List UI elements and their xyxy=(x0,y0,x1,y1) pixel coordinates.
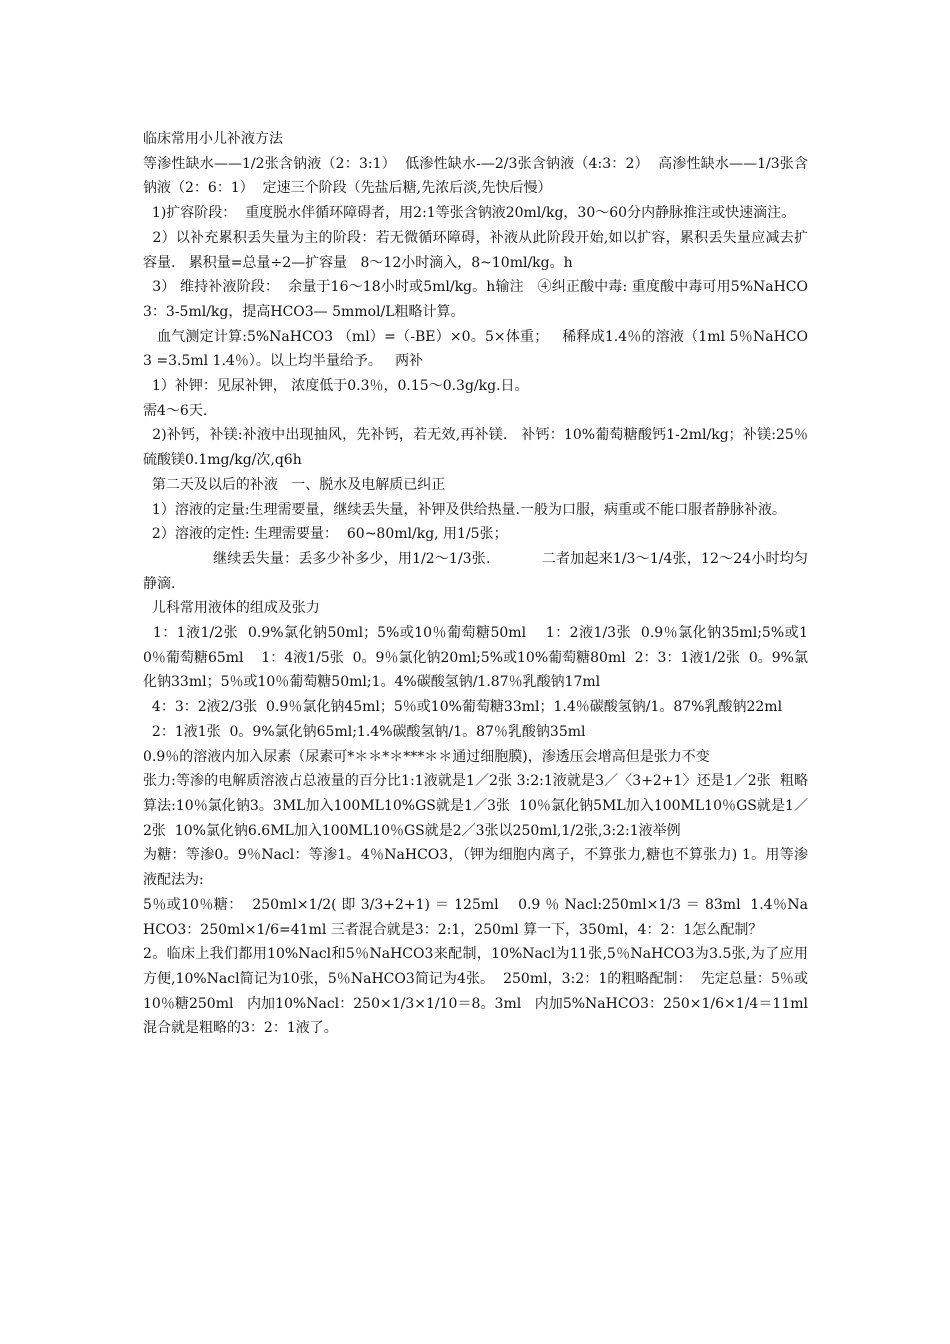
paragraph-blood-gas-calculation: 血气测定计算:5%NaHCO3 （ml）=（-BE）×0。5×体重； 稀释成1.4％的溶液（1ml 5％NaHCO3 =3.5ml 1.4％）。以上均半量给予。 两补 xyxy=(143,328,808,370)
paragraph-fluids-heading: 儿科常用液体的组成及张力 xyxy=(143,600,320,617)
paragraph-tonicity-definition: 张力:等渗的电解质溶液占总液量的百分比1:1液就是1／2张 3:2:1液就是3／〈3+2+1〉还是1／2张 粗略算法:10％氯化钠3。3ML加入100ML10%GS就是1／3张 10％氯化钠5ML加入100ML10％GS就是1／2张 10%氯化钠6.6ML加入100ML10％GS就是2／3张以250ml,1/2张,3:2:1液举例 xyxy=(143,773,808,839)
paragraph-dehydration-types: 等渗性缺水——1/2张含钠液（2：3:1） 低渗性缺水-—2/3张含钠液（4:3：2） 高渗性缺水——1/3张含钠液（2：6：1） 定速三个阶段（先盐后糖,先浓后淡,先快后慢） xyxy=(143,155,808,197)
paragraph-second-day-heading: 第二天及以后的补液 一、脱水及电解质已纠正 xyxy=(143,476,446,493)
paragraph-tonicity-notes: 为糖：等渗0。9％Nacl：等渗1。4％NaHCO3，（钾为细胞内离子，不算张力,糖也不算张力) 1。用等渗液配法为: xyxy=(143,847,808,889)
paragraph-fluid-compositions: 1：1液1/2张 0.9%氯化钠50ml；5%或10％葡萄糖50ml 1：2液1/3张 0.9％氯化钠35ml;5%或10％葡萄糖65ml 1：4液1/5张 0。9％氯化钠20ml;5%或10%葡萄糖80ml 2：3：1液1/2张 0。9%氯化钠33ml；5％或10％葡萄糖50ml;1。4%碳酸氢钠/1.87％乳酸钠17ml xyxy=(143,625,808,691)
paragraph-potassium: 1）补钾：见尿补钾， 浓度低于0.3％，0.15～0.3g/kg.日。 xyxy=(143,378,529,395)
paragraph-duration: 需4～6天. xyxy=(143,402,208,419)
paragraph-21-solution: 2：1液1张 0。9%氯化钠65ml;1.4%碳酸氢钠/1。87％乳酸钠35ml xyxy=(143,723,586,740)
paragraph-calcium-magnesium: 2)补钙，补镁:补液中出现抽风，先补钙，若无效,再补镁. 补钙：10%葡萄糖酸钙1-2ml/kg；补镁:25％硫酸镁0.1mg/kg/次,q6h xyxy=(143,427,808,469)
paragraph-mixing-example: 5％或10％糖： 250ml×1/2( 即 3/3+2+1) ＝ 125ml 0.9 ％ Nacl:250ml×1/3 ＝ 83ml 1.4％NaHCO3：250ml×1/6=41ml 三者混合就是3：2:1，250ml 算一下，350ml，4：2：1怎么配制？ xyxy=(143,896,808,938)
paragraph-solution-quantity: 1）溶液的定量:生理需要量，继续丢失量，补钾及供给热量.一般为口服，病重或不能口服者静脉补液。 xyxy=(143,501,786,518)
document-title: 临床常用小儿补液方法 xyxy=(143,131,283,147)
paragraph-clinical-preparation: 2。临床上我们都用10%Nacl和5％NaHCO3来配制，10%Nacl为11张,5％NaHCO3为3.5张,为了应用方便,10%Nacl简记为10张，5％NaHCO3简记为4张。 250ml，3:2：1的粗略配制： 先定总量：5％或10％糖250ml 内加10%Nacl：250×1/3×1/10＝8。3ml 内加5%NaHCO3：250×1/6×1/4＝11ml 混合就是粗略的3：2：1液了。 xyxy=(143,946,813,1037)
paragraph-accumulated-loss-phase: 2）以补充累积丢失量为主的阶段：若无微循环障碍，补液从此阶段开始,如以扩容，累积丢失量应减去扩容量. 累积量=总量÷2—扩容量 8～12小时滴入，8~10ml/kg。h xyxy=(143,229,808,271)
paragraph-urea-note: 0.9％的溶液内加入尿素（尿素可*＊＊*＊***＊＊通过细胞膜)，渗透压会增高但是张力不变 xyxy=(143,748,710,765)
paragraph-solution-quality: 2）溶液的定性: 生理需要量： 60~80ml/kg, 用1/5张； xyxy=(143,526,508,543)
paragraph-expansion-phase: 1)扩容阶段： 重度脱水伴循环障碍者，用2:1等张含钠液20ml/kg，30～60分内静脉推注或快速滴注。 xyxy=(143,205,796,222)
paragraph-continued-loss: 继续丢失量：丢多少补多少，用1/2～1/3张. 二者加起来1/3～1/4张，12～24小时均匀静滴. xyxy=(143,550,808,592)
paragraph-maintenance-phase: 3） 维持补液阶段： 余量于16～18小时或5ml/kg。h输注 ④纠正酸中毒: 重度酸中毒可用5%NaHCO3：3-5ml/kg，提高HCO3— 5mmol/L粗略计算。 xyxy=(143,279,808,320)
document-page xyxy=(143,127,813,1041)
paragraph-432-solution: 4：3：2液2/3张 0.9％氯化钠45ml；5％或10%葡萄糖33ml；1.4％碳酸氢钠/1。87%乳酸钠22ml xyxy=(143,699,783,716)
